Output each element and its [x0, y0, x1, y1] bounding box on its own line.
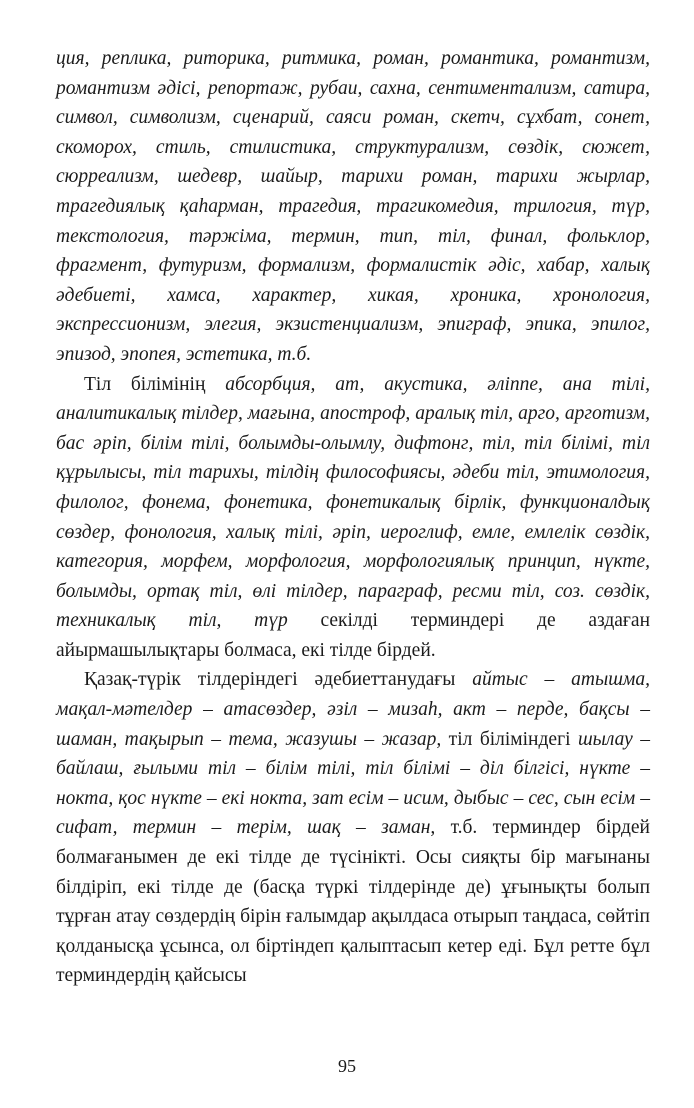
paragraph-term-list-continued	[56, 44, 650, 370]
paragraph-2-outro: секілді терминдері де аздаған айырмашылықтары болмаса, екі тілде бірдей.	[56, 610, 650, 661]
paragraph-1-text: ция, реплика, риторика, ритмика, роман, романтика, романтизм, романтизм әдісі, репортаж, рубаи, сахна, сентиментализм, сатира, символ, символизм, сценарий, саяси роман, скетч, сұхбат, сонет, скоморох, стиль, стилистика, структурализм, сөздік, сюжет, сюрреализм, шедевр, шайыр, тарихи роман, тарихи жырлар, трагедиялық қаһарман, трагедия, трагикомедия, трилогия, түр, текстология, тәржіма, термин, тип, тіл, финал, фольклор, фрагмент, футуризм, формализм, формалистік әдіс, хабар, халық әдебиеті, хамса, характер, хикая, хроника, хронология, экспрессионизм, элегия, экзистенциализм, эпиграф, эпика, эпилог, эпизод, эпопея, эстетика, т.б.	[56, 48, 650, 365]
paragraph-3-linguistic-terms: шылау – байлаш, ғылыми тіл – білім тілі, тіл білімі – діл білгісі, нүкте – нокта, қос нүкте – екі нокта, зат есім – исим, дыбыс – сес, сын есім – сифат, термин – терім, шақ – заман,	[56, 728, 650, 839]
paragraph-2-intro: Тіл білімінің	[84, 373, 226, 395]
page-number: 95	[338, 1056, 356, 1076]
paragraph-3-outro: т.б. терминдер бірдей болмағанымен де екі тілде де түсінікті. Осы сияқты бір мағынаны білдіріп, екі тілде де (басқа түркі тілдерінде де) ұғынықты болып тұрған атау сөздердің бірін ғалымдар ақылдаса отырып таңдаса, сөйтіп қолданысқа ұсынса, ол біртіндеп қалыптасып кетер еді. Бұл ретте бұл терминдердің қайсысы	[56, 817, 650, 987]
paragraph-2-terms: абсорбция, ат, акустика, әліппе, ана тілі, аналитикалық тілдер, мағына, апостроф, аралық тіл, арго, арготизм, бас әріп, білім тілі, болымды-олымлу, дифтонг, тіл, тіл білімі, тіл құрылысы, тіл тарихы, тілдің философиясы, әдеби тіл, этимология, филолог, фонема, фонетика, фонетикалық бірлік, функционалдық сөздер, фонология, халық тілі, әріп, иероглиф, емле, емлелік сөздік, категория, морфем, морфология, морфологиялық принцип, нүкте, болымды, ортақ тіл, өлі тілдер, параграф, ресми тіл, соз. сөздік, техникалық тіл, түр	[56, 373, 650, 632]
paragraph-3-literary-terms: айтыс – атышма, мақал-мәтелдер – атасөздер, әзіл – мизаһ, акт – перде, бақсы – шаман, тақырып – тема, жазушы – жазар,	[56, 669, 650, 750]
paragraph-kazakh-turkish-terms	[56, 665, 650, 991]
paragraph-3-middle: тіл біліміндегі	[441, 728, 578, 750]
page-body-text	[56, 44, 650, 991]
paragraph-linguistics-terms	[56, 370, 650, 666]
paragraph-3-intro: Қазақ-түрік тілдеріндегі әдебиеттанудағы	[84, 669, 473, 691]
